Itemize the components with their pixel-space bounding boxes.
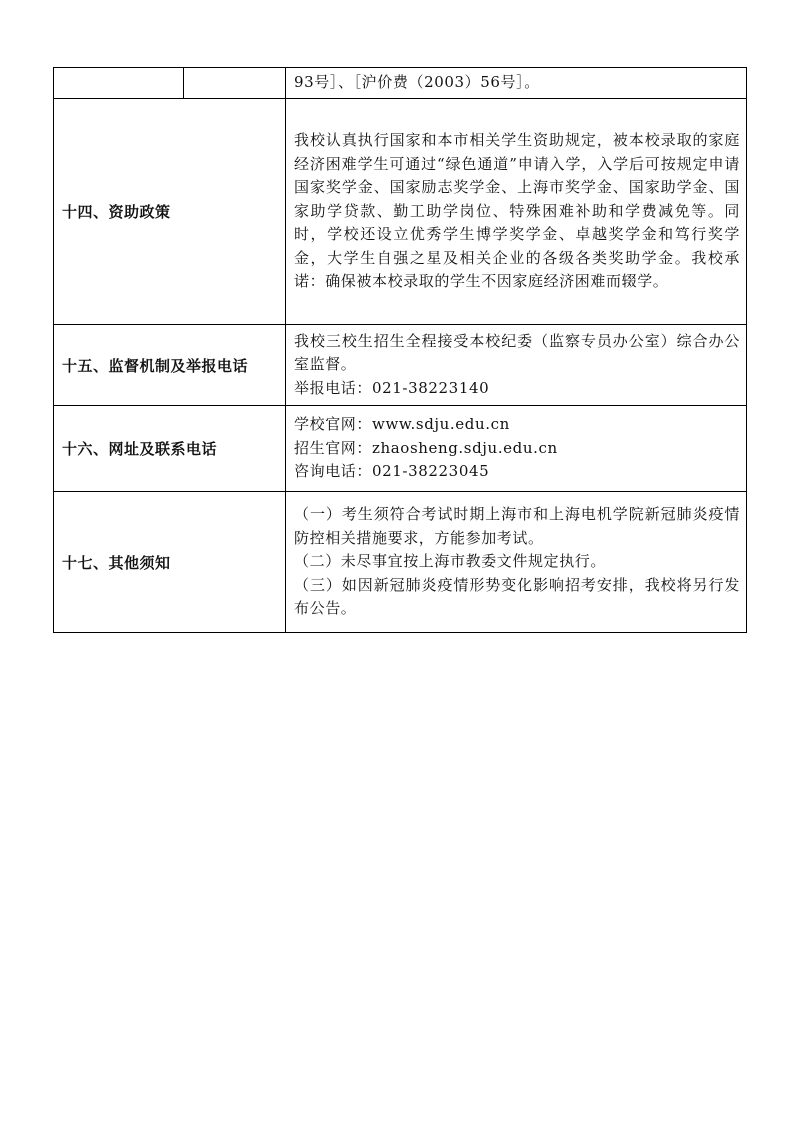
note-item-1: （一）考生须符合考试时期上海市和上海电机学院新冠肺炎疫情防控相关措施要求，方能参加考试。 [294, 505, 740, 547]
contact-row [54, 406, 747, 492]
empty-cell [184, 68, 286, 99]
continued-row [54, 68, 747, 99]
contact-content [286, 406, 747, 492]
admissions-info-table [53, 67, 747, 633]
admission-website: 招生官网：zhaosheng.sdju.edu.cn [294, 438, 558, 457]
aid-policy-text: 我校认真执行国家和本市相关学生资助规定，被本校录取的家庭经济困难学生可通过“绿色通道”申请入学，入学后可按规定申请国家奖学金、国家励志奖学金、上海市奖学金、国家助学金、国家助学贷款、勤工助学岗位、特殊困难补助和学费减免等。同时，学校还设立优秀学生博学奖学金、卓越奖学金和笃行奖学金，大学生自强之星及相关企业的各级各类奖助学金。我校承诺：确保被本校录取的学生不因家庭经济困难而辍学。 [286, 99, 747, 325]
other-notes-row [54, 492, 747, 633]
empty-cell [54, 68, 184, 99]
consult-phone: 咨询电话：021-38223045 [294, 462, 490, 481]
other-notes-content [286, 492, 747, 633]
note-item-2: （二）未尽事宜按上海市教委文件规定执行。 [294, 552, 607, 571]
report-phone: 举报电话：021-38223140 [294, 378, 490, 397]
supervision-row [54, 325, 747, 406]
contact-label: 十六、网址及联系电话 [54, 406, 286, 492]
supervision-content [286, 325, 747, 406]
note-item-3: （三）如因新冠肺炎疫情形势变化影响招考安排，我校将另行发布公告。 [294, 575, 740, 618]
aid-policy-row [54, 99, 747, 325]
supervision-label: 十五、监督机制及举报电话 [54, 325, 286, 406]
other-notes-label: 十七、其他须知 [54, 492, 286, 633]
aid-policy-label: 十四、资助政策 [54, 99, 286, 325]
supervision-text: 我校三校生招生全程接受本校纪委（监察专员办公室）综合办公室监督。 [294, 331, 740, 374]
school-website: 学校官网：www.sdju.edu.cn [294, 415, 510, 434]
continued-text: 93号］、［沪价费（2003）56号］。 [286, 68, 747, 99]
